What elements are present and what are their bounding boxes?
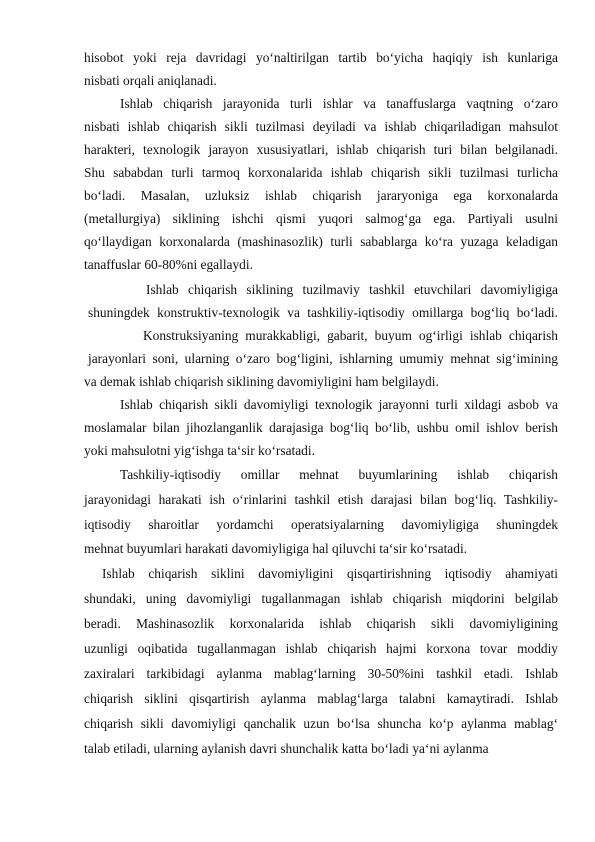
paragraph-2-line-6: (metallurgiya) siklining ishchi qismi yuqori salmog‘ga ega. Partiyali usulni — [84, 211, 558, 226]
paragraph-3-line-2: shuningdek konstruktiv-texnologik va tashkiliy-iqtisodiy omillarga bog‘liq bo‘ladi. — [88, 305, 558, 320]
paragraph-2-line-8: tanaffuslar 60-80%ni egallaydi. — [84, 257, 253, 272]
paragraph-2-line-7: qo‘llaydigan korxonalarda (mashinasozlik) turli sabablarga ko‘ra yuzaga keladigan — [84, 234, 558, 249]
paragraph-2-line-1: Ishlab chiqarish jarayonida turli ishlar va tanaffuslarga vaqtning o‘zaro — [120, 96, 558, 111]
paragraph-2-line-3: harakteri, texnologik jarayon xususiyatlari, ishlab chiqarish turi bilan belgilanadi. — [84, 142, 558, 157]
paragraph-6-line-3: iqtisodiy sharoitlar yordamchi operatsiyalarning davomiyligiga shuningdek — [84, 517, 558, 532]
paragraph-7-line-3: beradi. Mashinasozlik korxonalarida ishlab chiqarish sikli davomiyligining — [84, 616, 558, 631]
paragraph-1-line-1: hisobot yoki reja davridagi yo‘naltirilgan tartib bo‘yicha haqiqiy ish kunlariga — [84, 50, 558, 65]
paragraph-1-line-2: nisbati orqali aniqlanadi. — [84, 73, 217, 88]
paragraph-4-line-1: Konstruksiyaning murakkabligi, gabarit, buyum og‘irligi ishlab chiqarish — [143, 328, 558, 343]
paragraph-6-line-1: Tashkiliy-iqtisodiy omillar mehnat buyumlarining ishlab chiqarish — [120, 467, 558, 482]
paragraph-6-line-2: jarayonidagi harakati ish o‘rinlarini tashkil etish darajasi bilan bog‘liq. Tashkiliy- — [84, 492, 558, 507]
paragraph-6-line-4: mehnat buyumlari harakati davomiyligiga hal qiluvchi ta‘sir ko‘rsatadi. — [84, 541, 468, 556]
paragraph-7-line-6: chiqarish siklini qisqartirish aylanma mablag‘larga talabni kamaytiradi. Ishlab — [84, 691, 558, 706]
paragraph-7-line-5: zaxiralari tarkibidagi aylanma mablag‘larning 30-50%ini tashkil etadi. Ishlab — [84, 666, 558, 681]
paragraph-7-line-8: talab etiladi, ularning aylanish davri shunchalik katta bo‘ladi ya‘ni aylanma — [84, 741, 489, 756]
paragraph-7-line-4: uzunligi oqibatida tugallanmagan ishlab chiqarish hajmi korxona tovar moddiy — [84, 641, 558, 656]
paragraph-7-line-7: chiqarish sikli davomiyligi qanchalik uzun bo‘lsa shuncha ko‘p aylanma mablag‘ — [84, 716, 558, 731]
paragraph-4-line-2: jarayonlari soni, ularning o‘zaro bog‘ligini, ishlarning umumiy mehnat sig‘imining — [88, 351, 558, 366]
paragraph-5-line-3: yoki mahsulotni yig‘ishga ta‘sir ko‘rsatadi. — [84, 443, 315, 458]
paragraph-5-line-2: moslamalar bilan jihozlanganlik darajasiga bog‘liq bo‘lib, ushbu omil ishlov berish — [84, 420, 558, 435]
paragraph-4-line-3: va demak ishlab chiqarish siklining davomiyligini ham belgilaydi. — [84, 374, 439, 389]
paragraph-7-line-1: Ishlab chiqarish siklini davomiyligini qisqartirishning iqtisodiy ahamiyati — [102, 566, 558, 581]
paragraph-3-line-1: Ishlab chiqarish siklining tuzilmaviy tashkil etuvchilari davomiyligiga — [146, 282, 558, 297]
paragraph-2-line-2: nisbati ishlab chiqarish sikli tuzilmasi deyiladi va ishlab chiqariladigan mahsulot — [84, 119, 558, 134]
paragraph-2-line-4: Shu sababdan turli tarmoq korxonalarida ishlab chiqarish sikli tuzilmasi turlicha — [84, 165, 558, 180]
paragraph-2-line-5: bo‘ladi. Masalan, uzluksiz ishlab chiqarish jararyoniga ega korxonalarda — [84, 188, 558, 203]
paragraph-5-line-1: Ishlab chiqarish sikli davomiyligi texnologik jarayonni turli xildagi asbob va — [120, 397, 558, 412]
paragraph-7-line-2: shundaki, uning davomiyligi tugallanmagan ishlab chiqarish miqdorini belgilab — [84, 591, 558, 606]
